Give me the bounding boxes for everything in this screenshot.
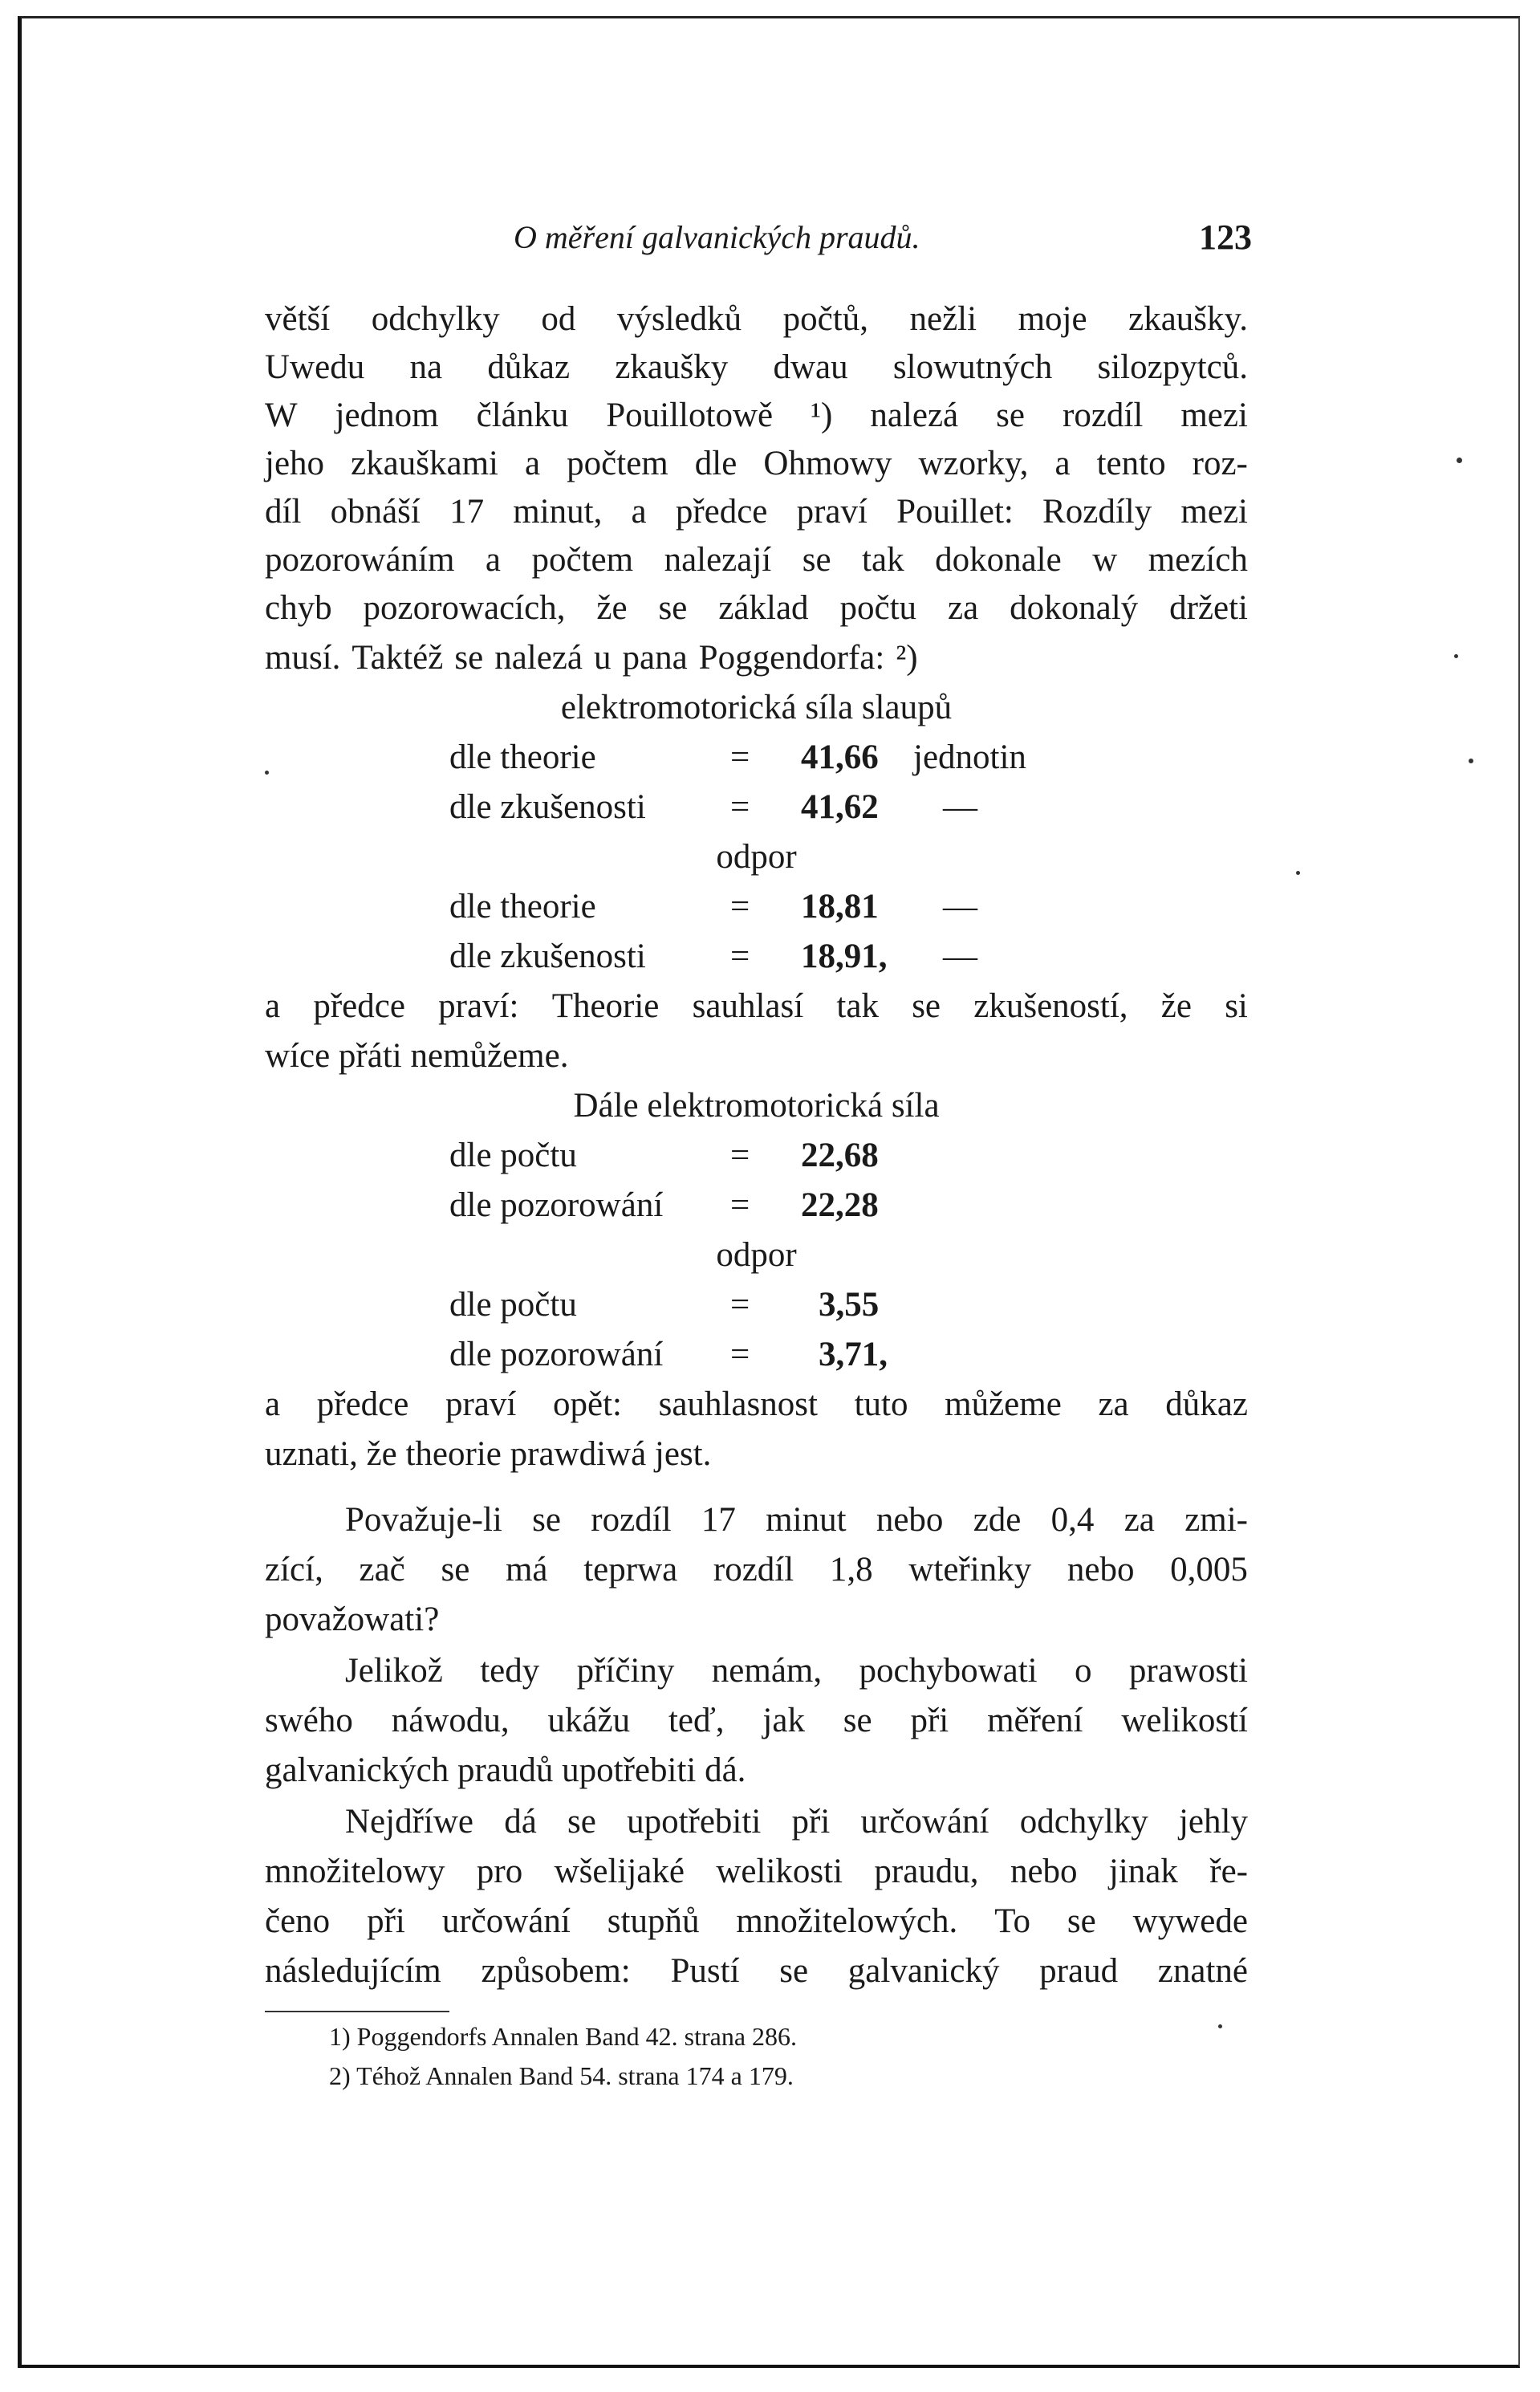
word: obnáší [330, 493, 421, 531]
word: při [791, 1803, 831, 1841]
word: ²) [896, 639, 918, 677]
row-equals: = [730, 738, 750, 776]
word: opět: [553, 1385, 622, 1423]
word: jeho [265, 445, 325, 482]
word: důkaz [1165, 1385, 1248, 1423]
text-line [265, 1798, 1248, 1846]
row-label: dle zkušenosti [449, 938, 646, 975]
footnote-rule [265, 2011, 449, 2012]
word: roz- [1192, 445, 1248, 482]
row-value: 18,81 [801, 888, 879, 925]
word: jehly [1178, 1803, 1248, 1841]
row-equals: = [730, 1286, 750, 1324]
word: příčiny [576, 1652, 675, 1690]
word: odchylky [371, 300, 500, 338]
word: zmi- [1184, 1501, 1248, 1539]
word: tak [836, 987, 879, 1025]
table-row [265, 883, 1248, 931]
row-value: 22,68 [801, 1137, 879, 1174]
row-equals: = [730, 888, 750, 925]
word: za [947, 589, 979, 627]
word: a [525, 445, 541, 482]
word: teď, [668, 1702, 725, 1739]
word: zač [359, 1551, 405, 1589]
text-line [265, 392, 1248, 440]
table-row [265, 1132, 1248, 1180]
word: Poggendorfa: [698, 639, 885, 677]
word: počtů, [782, 300, 868, 338]
word: si [1225, 987, 1248, 1025]
word: a [485, 541, 502, 579]
row-equals: = [730, 1336, 750, 1373]
word: Ohmowy [763, 445, 892, 482]
word: při [367, 1902, 405, 1940]
table-row [265, 1182, 1248, 1230]
word: pozorowacích, [363, 589, 566, 627]
row-label: dle zkušenosti [449, 788, 646, 826]
word: jednom [335, 397, 439, 434]
word: rozdíl [713, 1551, 794, 1589]
word: sauhlasnost [658, 1385, 818, 1423]
word: nalezá [870, 397, 959, 434]
word: upotřebiti [627, 1803, 762, 1841]
word: díl [265, 493, 302, 531]
text-line [265, 634, 1248, 682]
row-label: dle pozorowání [449, 1336, 664, 1373]
word: ře- [1209, 1853, 1248, 1890]
word: minut, [513, 493, 603, 531]
text-line [265, 295, 1248, 344]
word: se [912, 987, 941, 1025]
word: stupňů [607, 1902, 700, 1940]
word: Považuje-li [345, 1501, 502, 1539]
word: praví: [438, 987, 519, 1025]
row-equals: = [730, 1137, 750, 1174]
word: předce [316, 1385, 409, 1423]
word: slowutných [892, 348, 1053, 386]
word: zkaušky. [1128, 300, 1248, 338]
word: dokonale [935, 541, 1062, 579]
word: se [779, 1952, 809, 1990]
word: wíce přáti nemůžeme. [265, 1037, 569, 1075]
word: pozorowáním [265, 541, 455, 579]
word: měření [987, 1702, 1083, 1739]
table-row [265, 783, 1248, 832]
text-line [265, 1898, 1248, 1946]
word: mezi [1180, 493, 1248, 531]
table-row [265, 933, 1248, 981]
word: počtem [567, 445, 668, 482]
word: se [658, 589, 688, 627]
row-value: 18,91, [801, 938, 888, 975]
text-line [265, 536, 1248, 584]
table-heading: Dále elektromotorická síla [573, 1087, 940, 1125]
row-value: 41,66 [801, 738, 879, 776]
word: 0,005 [1170, 1551, 1248, 1589]
word: Nejdříwe [345, 1803, 473, 1841]
word: článku [476, 397, 569, 434]
scan-speck [1469, 759, 1473, 763]
text-line [265, 1947, 1248, 1995]
word: určowání [441, 1902, 571, 1940]
scan-speck [1218, 2024, 1222, 2028]
text-line [265, 488, 1248, 536]
word: dwau [773, 348, 848, 386]
row-equals: = [730, 1186, 750, 1224]
word: předce [313, 987, 405, 1025]
word: předce [675, 493, 768, 531]
text-line [265, 1747, 1248, 1795]
row-label: dle theorie [449, 888, 596, 925]
word: můžeme [945, 1385, 1062, 1423]
row-unit: jednotin [913, 738, 1026, 776]
text-line [265, 1596, 1248, 1644]
text-line [265, 982, 1248, 1031]
word: za [1124, 1501, 1155, 1539]
text-line [265, 1848, 1248, 1896]
table-heading: elektromotorická síla slaupů [560, 689, 953, 726]
word: galvanických praudů upotřebiti dá. [265, 1751, 746, 1789]
word: na [409, 348, 443, 386]
word: důkaz [487, 348, 571, 386]
word: 17 [449, 493, 485, 531]
text-line [265, 440, 1248, 488]
word: nebo [876, 1501, 944, 1539]
scan-speck [265, 771, 269, 775]
word: pro [476, 1853, 523, 1890]
word: počtu [839, 589, 917, 627]
word: náwodu, [391, 1702, 510, 1739]
word: rozdíl [1063, 397, 1144, 434]
row-label: dle theorie [449, 738, 596, 776]
table-row [265, 1281, 1248, 1329]
word: zkauškami [351, 445, 498, 482]
word: nemám, [711, 1652, 823, 1690]
word: jinak [1108, 1853, 1178, 1890]
word: od [541, 300, 576, 338]
page-number: 123 [1199, 218, 1252, 257]
word: musí. [265, 639, 341, 677]
word: moje [1018, 300, 1087, 338]
word: Taktéž [351, 639, 444, 677]
word: má [505, 1551, 548, 1589]
footnote-1: 1) Poggendorfs Annalen Band 42. strana 286. [329, 2022, 798, 2051]
word: wteřinky [908, 1551, 1032, 1589]
word: silozpytců. [1097, 348, 1248, 386]
word: tedy [480, 1652, 540, 1690]
word: welikostí [1121, 1702, 1248, 1739]
word: o [1075, 1652, 1092, 1690]
text-line [265, 344, 1248, 392]
footnote-2: 2) Téhož Annalen Band 54. strana 174 a 179. [329, 2061, 794, 2090]
text-line [265, 1496, 1248, 1544]
word: zkušeností, [973, 987, 1128, 1025]
word: minut [766, 1501, 847, 1539]
word: Pouillotowě [606, 397, 774, 434]
word: dá [504, 1803, 537, 1841]
word: wzorky, [918, 445, 1029, 482]
word: se [532, 1501, 561, 1539]
word: tento [1096, 445, 1166, 482]
row-value: 22,28 [801, 1186, 879, 1224]
row-equals: = [730, 788, 750, 826]
text-line [265, 1032, 1248, 1080]
word: Pouillet: [896, 493, 1014, 531]
word: nežli [909, 300, 977, 338]
word: zkaušky [615, 348, 729, 386]
word: určowání [860, 1803, 989, 1841]
word: nebo [1067, 1551, 1135, 1589]
word: prawosti [1128, 1652, 1248, 1690]
word: se [802, 541, 831, 579]
word: praví [796, 493, 868, 531]
word: praudu, [874, 1853, 979, 1890]
word: nalezají [664, 541, 772, 579]
word: Jelikož [345, 1652, 443, 1690]
word: welikosti [716, 1853, 843, 1890]
word: 0,4 [1050, 1501, 1095, 1539]
word: pana [622, 639, 688, 677]
table-heading: odpor [716, 1236, 797, 1274]
word: wšelijaké [554, 1853, 685, 1890]
word: zící, [265, 1551, 323, 1589]
row-label: dle počtu [449, 1286, 577, 1324]
word: počtem [531, 541, 634, 579]
word: se [996, 397, 1025, 434]
word: se [454, 639, 484, 677]
row-equals: = [730, 938, 750, 975]
word: se [1067, 1902, 1096, 1940]
word: ukážu [547, 1702, 631, 1739]
word: základ [718, 589, 809, 627]
word: rozdíl [591, 1501, 672, 1539]
word: a [1054, 445, 1071, 482]
word: wywede [1132, 1902, 1248, 1940]
word: se [567, 1803, 596, 1841]
word: dle [694, 445, 737, 482]
word: 17 [701, 1501, 736, 1539]
word: Pustí [670, 1952, 740, 1990]
word: W [265, 397, 298, 434]
word: swého [265, 1702, 353, 1739]
word: To [994, 1902, 1030, 1940]
word: uznati, že theorie prawdiwá jest. [265, 1435, 712, 1473]
word: způsobem: [481, 1952, 631, 1990]
table-row [265, 1331, 1248, 1379]
word: držeti [1169, 589, 1248, 627]
word: Rozdíly [1042, 493, 1152, 531]
word: množitelowých. [736, 1902, 958, 1940]
row-value: 3,71, [819, 1336, 888, 1373]
word: se [843, 1702, 872, 1739]
word: mezi [1180, 397, 1248, 434]
word: praví [445, 1385, 517, 1423]
word: a [265, 1385, 281, 1423]
text-line [265, 1647, 1248, 1695]
word: při [910, 1702, 949, 1739]
row-value: 3,55 [819, 1286, 880, 1324]
text-line [265, 1430, 1248, 1479]
scan-speck [1296, 871, 1300, 875]
word: považowati? [265, 1601, 440, 1638]
word: znatné [1157, 1952, 1248, 1990]
row-label: dle počtu [449, 1137, 577, 1174]
word: zde [973, 1501, 1022, 1539]
row-label: dle pozorowání [449, 1186, 664, 1224]
word: teprwa [583, 1551, 678, 1589]
word: mezích [1148, 541, 1248, 579]
word: odchylky [1019, 1803, 1148, 1841]
table-heading: odpor [716, 838, 797, 876]
word: nebo [1010, 1853, 1078, 1890]
word: 1,8 [829, 1551, 873, 1589]
word: že [1160, 987, 1192, 1025]
text-line [265, 584, 1248, 633]
word: u [593, 639, 612, 677]
word: Uwedu [265, 348, 365, 386]
word: praud [1039, 1952, 1119, 1990]
word: Theorie [551, 987, 660, 1025]
scan-speck [1454, 654, 1458, 658]
text-line [265, 1546, 1248, 1594]
word: tuto [854, 1385, 908, 1423]
word: za [1098, 1385, 1129, 1423]
row-unit: — [943, 938, 977, 975]
row-value: 41,62 [801, 788, 879, 826]
word: pochybowati [859, 1652, 1038, 1690]
text-line [265, 1697, 1248, 1745]
word: následujícím [265, 1952, 441, 1990]
word: galvanický [847, 1952, 1000, 1990]
word: čeno [265, 1902, 331, 1940]
row-unit: — [943, 788, 977, 826]
running-title: O měření galvanických praudů. [514, 219, 920, 255]
word: ¹) [811, 397, 833, 434]
word: w [1092, 541, 1118, 579]
word: že [596, 589, 628, 627]
row-unit: — [943, 888, 977, 925]
word: a [265, 987, 281, 1025]
word: větší [265, 300, 331, 338]
word: chyb [265, 589, 332, 627]
word: množitelowy [265, 1853, 445, 1890]
word: jak [762, 1702, 805, 1739]
word: se [441, 1551, 470, 1589]
table-row [265, 734, 1248, 782]
word: nalezá [494, 639, 583, 677]
page-header [257, 217, 1252, 265]
word: a [631, 493, 647, 531]
word: tak [862, 541, 904, 579]
scan-speck [1457, 458, 1462, 463]
word: výsledků [616, 300, 742, 338]
word: sauhlasí [692, 987, 804, 1025]
word: dokonalý [1010, 589, 1139, 627]
text-line [265, 1381, 1248, 1429]
